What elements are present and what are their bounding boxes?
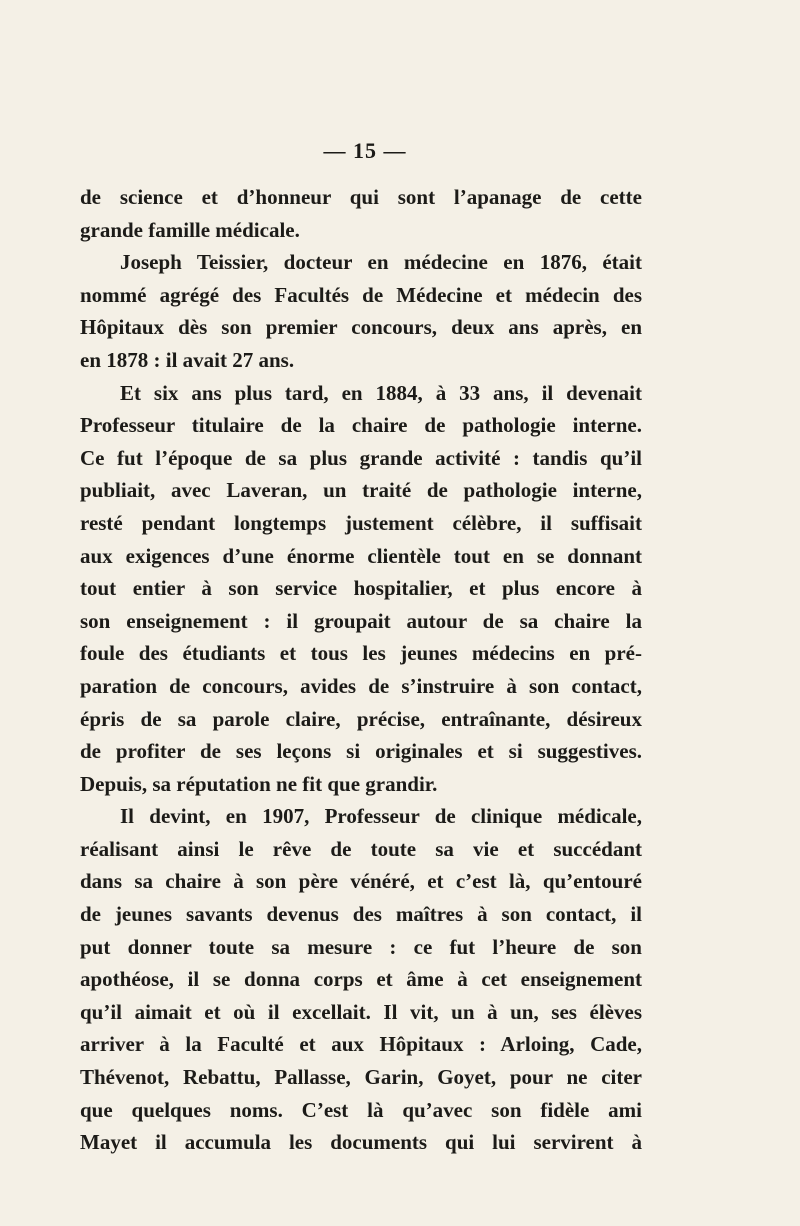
text-line: arriver à la Faculté et aux Hôpitaux : Arloing, Cade, xyxy=(80,1032,642,1057)
text-line: aux exigences d’une énorme clientèle tout en se donnant xyxy=(80,543,642,568)
text-line: Il devint, en 1907, Professeur de clinique médicale, xyxy=(120,804,642,829)
text-line: réalisant ainsi le rêve de toute sa vie et succédant xyxy=(80,836,642,861)
text-line: Thévenot, Rebattu, Pallasse, Garin, Goyet, pour ne citer xyxy=(80,1065,642,1090)
text-line: grande famille médicale. xyxy=(80,217,300,242)
text-line: épris de sa parole claire, précise, entraînante, désireux xyxy=(80,706,642,731)
body-text xyxy=(80,181,642,1159)
text-line: paration de concours, avides de s’instruire à son contact, xyxy=(80,673,642,698)
text-line: Ce fut l’époque de sa plus grande activité : tandis qu’il xyxy=(80,445,642,470)
text-line: Hôpitaux dès son premier concours, deux ans après, en xyxy=(80,315,642,340)
text-line: foule des étudiants et tous les jeunes médecins en pré- xyxy=(80,641,642,666)
text-line: put donner toute sa mesure : ce fut l’heure de son xyxy=(80,934,642,959)
text-line: Joseph Teissier, docteur en médecine en 1876, était xyxy=(120,250,642,275)
text-line: de profiter de ses leçons si originales et si suggestives. xyxy=(80,739,642,764)
page-number: — 15 — xyxy=(323,138,407,163)
text-line: nommé agrégé des Facultés de Médecine et médecin des xyxy=(80,282,642,307)
text-line: resté pendant longtemps justement célèbre, il suffisait xyxy=(80,510,642,535)
text-line: tout entier à son service hospitalier, et plus encore à xyxy=(80,576,642,601)
text-line: dans sa chaire à son père vénéré, et c’est là, qu’entouré xyxy=(80,869,642,894)
text-line: Depuis, sa réputation ne fit que grandir. xyxy=(80,771,438,796)
text-line: de jeunes savants devenus des maîtres à son contact, il xyxy=(80,902,642,927)
text-line: de science et d’honneur qui sont l’apanage de cette xyxy=(80,185,642,209)
text-line: Et six ans plus tard, en 1884, à 33 ans, il devenait xyxy=(120,380,642,405)
text-line: Professeur titulaire de la chaire de pathologie interne. xyxy=(80,413,642,438)
text-line: que quelques noms. C’est là qu’avec son fidèle ami xyxy=(80,1097,642,1122)
text-line: qu’il aimait et où il excellait. Il vit, un à un, ses élèves xyxy=(80,999,642,1024)
text-line: publiait, avec Laveran, un traité de pathologie interne, xyxy=(80,478,642,503)
text-line: son enseignement : il groupait autour de sa chaire la xyxy=(80,608,642,633)
text-line: en 1878 : il avait 27 ans. xyxy=(80,347,295,372)
text-line: Mayet il accumula les documents qui lui servirent à xyxy=(80,1130,642,1155)
text-line: apothéose, il se donna corps et âme à cet enseignement xyxy=(80,967,642,992)
